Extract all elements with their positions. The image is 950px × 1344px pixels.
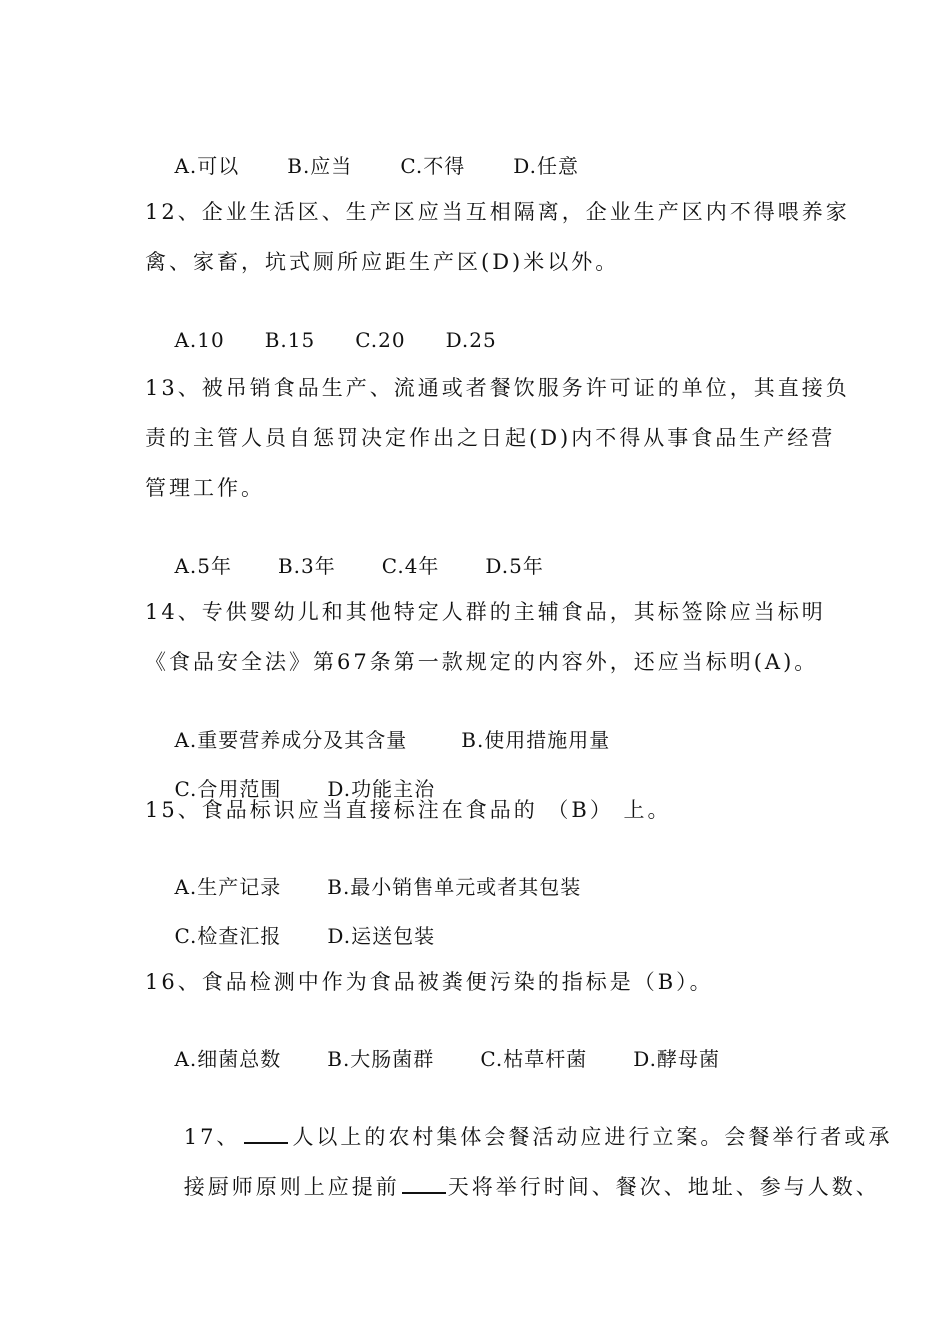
- q11-option-c: C.不得: [400, 154, 466, 178]
- q17-blank-2: [402, 1172, 446, 1194]
- q12-options: [145, 298, 497, 382]
- q14-line-2: 《食品安全法》第67条第一款规定的内容外，还应当标明(A)。: [145, 650, 819, 674]
- q14-option-d: D.功能主治: [327, 777, 436, 801]
- q15-option-b: B.最小销售单元或者其包装: [327, 875, 582, 899]
- q12-option-c: C.20: [355, 328, 406, 352]
- q14-option-a: A.重要营养成分及其含量: [174, 728, 408, 752]
- q17-number: 17、: [183, 1125, 241, 1149]
- q17-line-2-text-b: 天将举行时间、餐次、地址、参与人数、: [447, 1175, 880, 1199]
- q12-option-a: A.10: [174, 328, 225, 352]
- q15-option-d: D.运送包装: [327, 924, 436, 948]
- q12-line-2: 禽、家畜，坑式厕所应距生产区(D)米以外。: [145, 250, 620, 274]
- q16-option-c: C.枯草杆菌: [480, 1047, 588, 1071]
- q16-option-b: B.大肠菌群: [327, 1047, 435, 1071]
- q15-options-row-2: [145, 894, 435, 978]
- q12-option-d: D.25: [445, 328, 497, 352]
- q16-options: [145, 1017, 720, 1101]
- q12-line-1: 12、企业生活区、生产区应当互相隔离，企业生产区内不得喂养家: [145, 200, 850, 224]
- q16-option-a: A.细菌总数: [174, 1047, 282, 1071]
- q13-option-c: C.4年: [381, 554, 440, 578]
- q11-option-b: B.应当: [287, 154, 353, 178]
- q16-option-d: D.酵母菌: [633, 1047, 720, 1071]
- q11-option-d: D.任意: [513, 154, 579, 178]
- q14-option-c: C.合用范围: [174, 777, 282, 801]
- q12-option-b: B.15: [264, 328, 316, 352]
- q13-line-1: 13、被吊销食品生产、流通或者餐饮服务许可证的单位，其直接负: [145, 376, 850, 400]
- q15-line-1: 15、食品标识应当直接标注在食品的 （B） 上。: [145, 798, 672, 822]
- q11-options: [145, 124, 579, 208]
- q13-option-a: A.5年: [174, 554, 232, 578]
- q13-option-d: D.5年: [485, 554, 544, 578]
- q14-option-b: B.使用措施用量: [461, 728, 611, 752]
- q15-option-a: A.生产记录: [174, 875, 282, 899]
- q13-options: [145, 524, 544, 608]
- q13-line-2: 责的主管人员自惩罚决定作出之日起(D)内不得从事食品生产经营: [145, 426, 836, 450]
- q17-line-2: [145, 1144, 880, 1229]
- q16-line-1: 16、食品检测中作为食品被粪便污染的指标是（B）。: [145, 970, 714, 994]
- q15-option-c: C.检查汇报: [174, 924, 282, 948]
- q17-blank-1: [244, 1122, 288, 1144]
- q13-option-b: B.3年: [277, 554, 336, 578]
- q14-line-1: 14、专供婴幼儿和其他特定人群的主辅食品，其标签除应当标明: [145, 600, 826, 624]
- q11-option-a: A.可以: [174, 154, 240, 178]
- q13-line-3: 管理工作。: [145, 476, 265, 500]
- q17-line-1-text: 人以上的农村集体会餐活动应进行立案。会餐举行者或承: [292, 1125, 893, 1149]
- q17-line-2-text-a: 接厨师原则上应提前: [183, 1175, 400, 1199]
